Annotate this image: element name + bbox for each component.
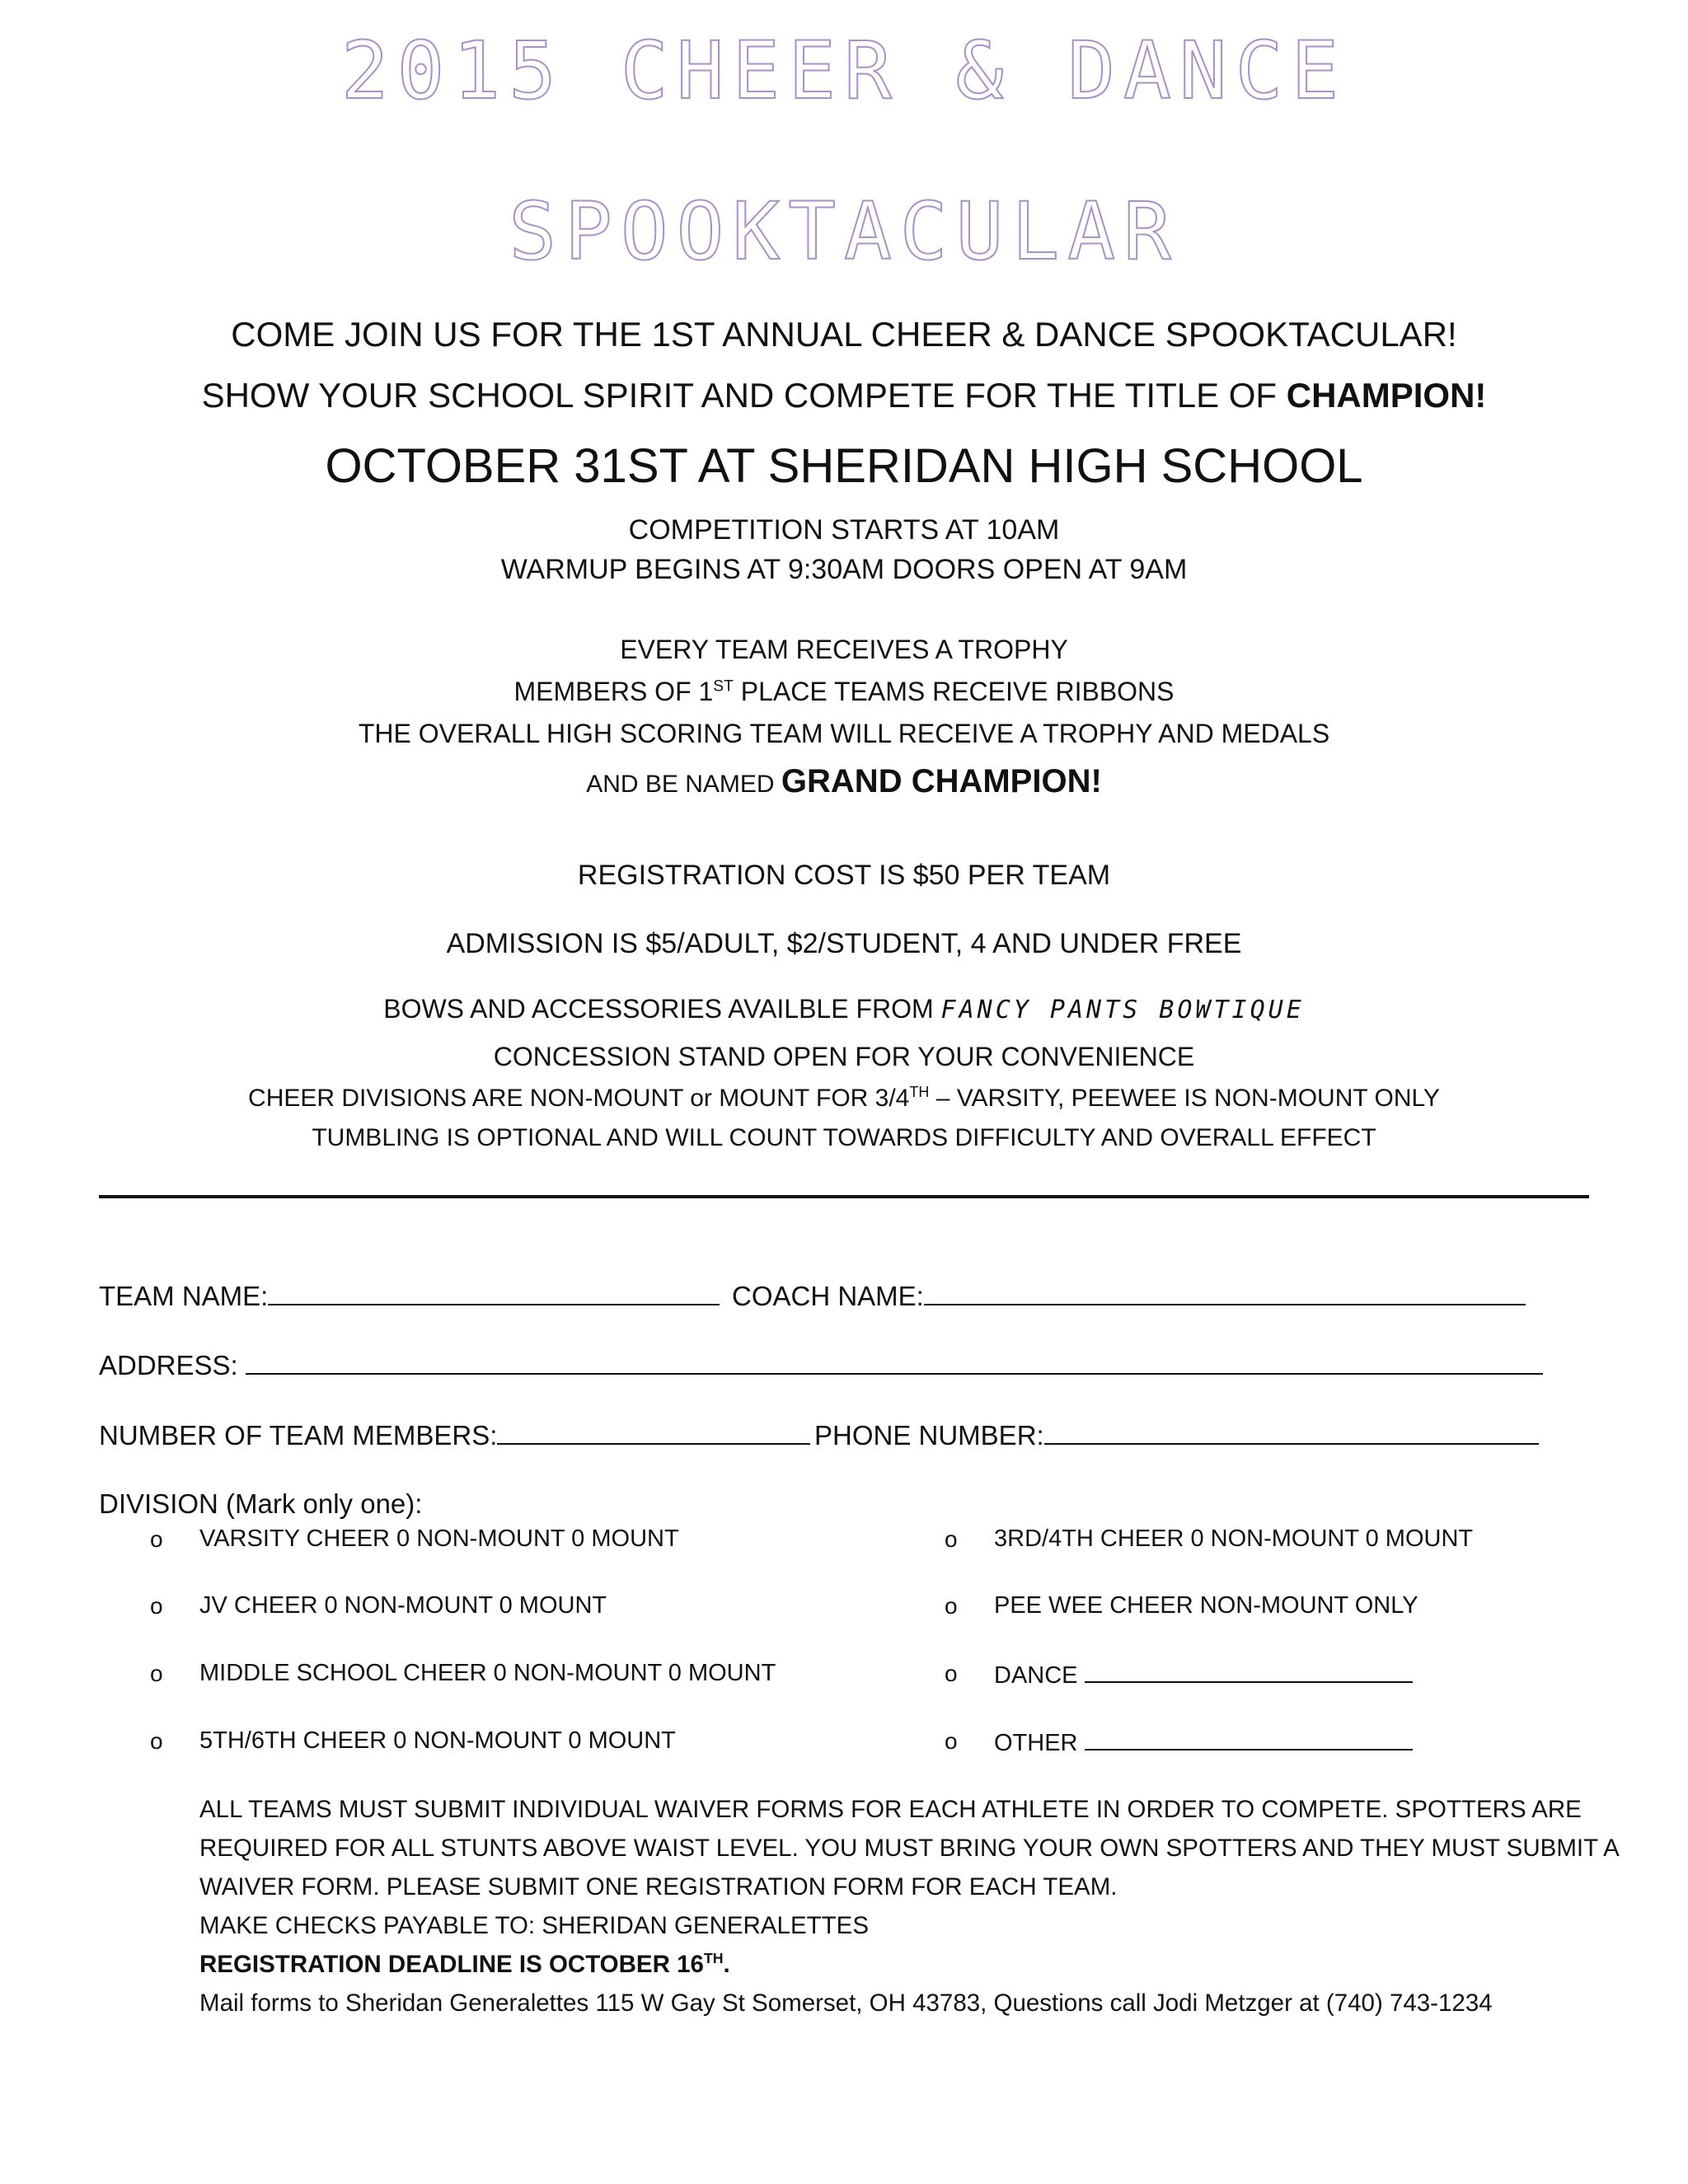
option-middle-school-cheer[interactable]: MIDDLE SCHOOL CHEER 0 NON-MOUNT 0 MOUNT [199,1660,776,1686]
radio-bullet[interactable]: o [150,1728,163,1754]
radio-bullet[interactable]: o [150,1526,163,1552]
bows-info: BOWS AND ACCESSORIES AVAILBLE FROM FANCY PANTS BOWTIQUE [383,994,1305,1024]
waiver-line-3: WAIVER FORM. PLEASE SUBMIT ONE REGISTRATION FORM FOR EACH TEAM. [199,1873,1118,1900]
waiver-line-1: ALL TEAMS MUST SUBMIT INDIVIDUAL WAIVER FORMS FOR EACH ATHLETE IN ORDER TO COMPETE. SPOTTERS ARE [199,1796,1582,1823]
competition-start: COMPETITION STARTS AT 10AM [628,514,1060,546]
radio-bullet[interactable]: o [150,1661,163,1686]
option-dance[interactable]: DANCE [994,1660,1413,1690]
intro-line-2: SHOW YOUR SCHOOL SPIRIT AND COMPETE FOR THE TITLE OF CHAMPION! [201,376,1487,415]
concession-info: CONCESSION STAND OPEN FOR YOUR CONVENIENCE [493,1042,1195,1071]
option-3rd-4th-cheer[interactable]: 3RD/4TH CHEER 0 NON-MOUNT 0 MOUNT [994,1526,1474,1552]
flyer-title-line-2: SPOOKTACULAR [509,185,1179,278]
division-label: DIVISION (Mark only one): [99,1488,423,1519]
radio-bullet[interactable]: o [945,1661,958,1686]
award-trophy: EVERY TEAM RECEIVES A TROPHY [620,635,1068,664]
warmup-doors: WARMUP BEGINS AT 9:30AM DOORS OPEN AT 9AM [500,554,1188,585]
event-date-location: OCTOBER 31ST AT SHERIDAN HIGH SCHOOL [325,439,1363,493]
waiver-line-2: REQUIRED FOR ALL STUNTS ABOVE WAIST LEVEL. YOU MUST BRING YOUR OWN SPOTTERS AND THEY MUST SUBMIT A [199,1835,1620,1862]
radio-bullet[interactable]: o [945,1526,958,1552]
coach-name-field[interactable]: COACH NAME: [732,1279,1526,1312]
option-jv-cheer[interactable]: JV CHEER 0 NON-MOUNT 0 MOUNT [199,1592,607,1619]
team-name-field[interactable]: TEAM NAME: [99,1279,720,1312]
bowtique-name: FANCY PANTS BOWTIQUE [940,996,1305,1024]
team-members-field[interactable]: NUMBER OF TEAM MEMBERS: [99,1418,810,1451]
award-ribbons: MEMBERS OF 1ST PLACE TEAMS RECEIVE RIBBONS [513,677,1175,706]
option-5th-6th-cheer[interactable]: 5TH/6TH CHEER 0 NON-MOUNT 0 MOUNT [199,1727,676,1754]
section-divider [99,1195,1589,1198]
registration-cost: REGISTRATION COST IS $50 PER TEAM [577,860,1111,891]
mail-contact-info: Mail forms to Sheridan Generalettes 115 W Gay St Somerset, OH 43783, Questions call Jodi Metzger at (740) 743-1234 [199,1990,1493,2017]
registration-notes [199,1790,1620,2022]
flyer-title-line-1: 2015 CHEER & DANCE [340,25,1348,117]
radio-bullet[interactable]: o [150,1593,163,1619]
checks-payable: MAKE CHECKS PAYABLE TO: SHERIDAN GENERALETTES [199,1912,870,1939]
divisions-info: CHEER DIVISIONS ARE NON-MOUNT or MOUNT FOR 3/4TH – VARSITY, PEEWEE IS NON-MOUNT ONLY [248,1084,1440,1112]
radio-bullet[interactable]: o [945,1593,958,1619]
radio-bullet[interactable]: o [945,1728,958,1754]
award-overall: THE OVERALL HIGH SCORING TEAM WILL RECEIVE A TROPHY AND MEDALS [358,719,1330,748]
option-varsity-cheer[interactable]: VARSITY CHEER 0 NON-MOUNT 0 MOUNT [199,1526,679,1552]
phone-number-field[interactable]: PHONE NUMBER: [814,1418,1539,1451]
option-pee-wee-cheer[interactable]: PEE WEE CHEER NON-MOUNT ONLY [994,1592,1418,1619]
champion-emphasis: CHAMPION! [1286,376,1487,415]
registration-deadline: REGISTRATION DEADLINE IS OCTOBER 16TH. [199,1950,730,1978]
award-grand-champion: AND BE NAMED GRAND CHAMPION! [586,763,1102,799]
tumbling-info: TUMBLING IS OPTIONAL AND WILL COUNT TOWARDS DIFFICULTY AND OVERALL EFFECT [312,1124,1376,1151]
address-field[interactable]: ADDRESS: [99,1348,1543,1381]
option-other[interactable]: OTHER [994,1727,1413,1757]
intro-line-1: COME JOIN US FOR THE 1ST ANNUAL CHEER & DANCE SPOOKTACULAR! [231,315,1457,354]
admission-prices: ADMISSION IS $5/ADULT, $2/STUDENT, 4 AND UNDER FREE [446,928,1242,959]
